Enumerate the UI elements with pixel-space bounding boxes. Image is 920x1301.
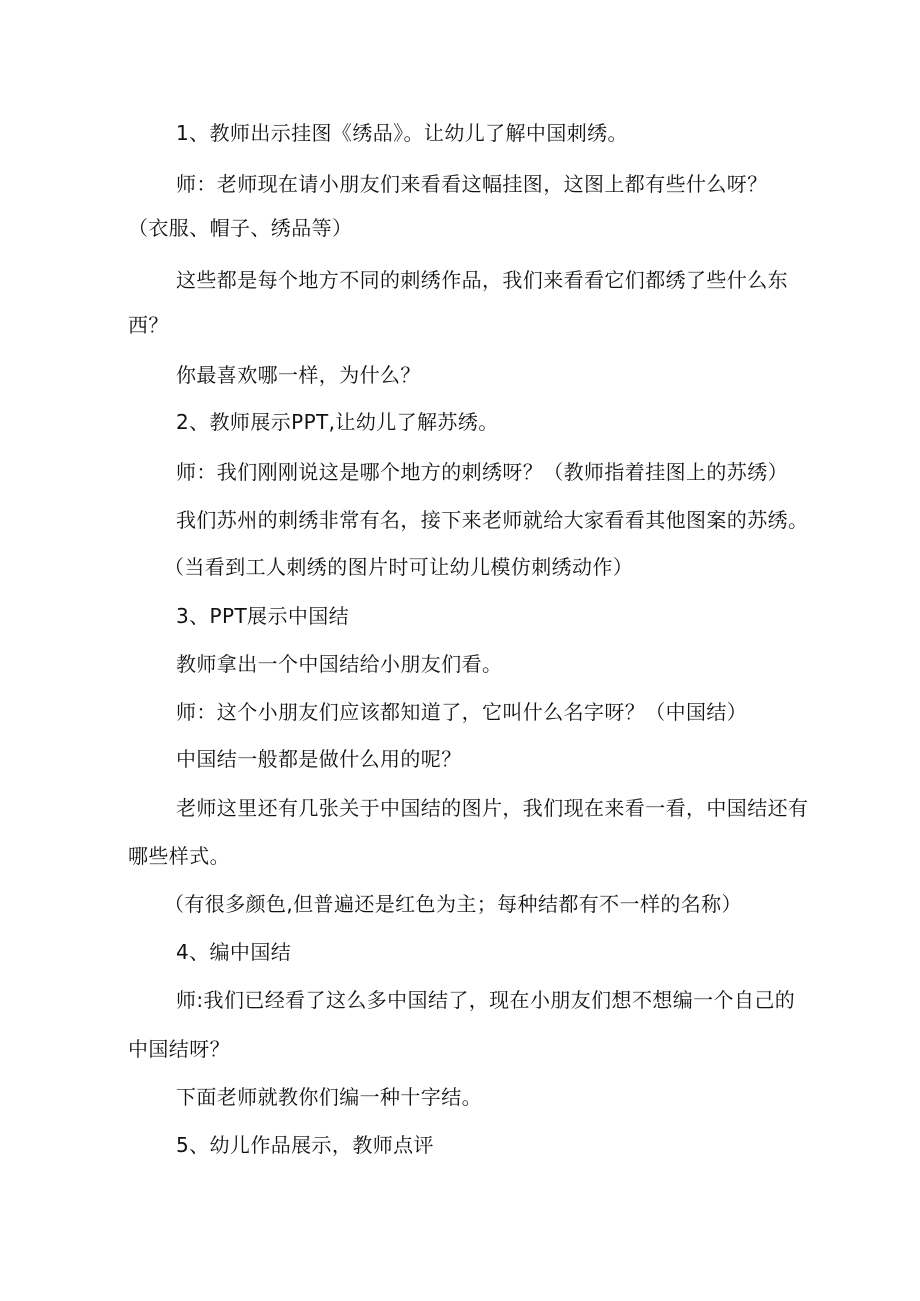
paragraph-teacher-question-2: 师：我们刚刚说这是哪个地方的刺绣呀？（教师指着挂图上的苏绣）: [176, 460, 788, 484]
paragraph-embroidery-works: 这些都是每个地方不同的刺绣作品，我们来看看它们都绣了些什么东: [176, 268, 788, 292]
paragraph-teacher-question-1: 师：老师现在请小朋友们来看看这幅挂图，这图上都有些什么呀？: [176, 172, 768, 196]
paragraph-step-2: 2、教师展示PPT,让幼儿了解苏绣。: [176, 410, 499, 434]
paragraph-step-3: 3、PPT展示中国结: [176, 604, 350, 628]
paragraph-imitate-note: （当看到工人刺绣的图片时可让幼儿模仿刺绣动作）: [164, 555, 634, 579]
paragraph-teacher-question-4: 师:我们已经看了这么多中国结了，现在小朋友们想不想编一个自己的: [176, 988, 796, 1012]
paragraph-cross-knot: 下面老师就教你们编一种十字结。: [176, 1085, 482, 1109]
paragraph-knot-colors-note: （有很多颜色,但普遍还是红色为主；每种结都有不一样的名称）: [164, 892, 742, 916]
paragraph-knot-use: 中国结一般都是做什么用的呢？: [176, 747, 462, 771]
paragraph-answer-1: （衣服、帽子、绣品等）: [128, 216, 353, 240]
paragraph-teacher-question-3: 师：这个小朋友们应该都知道了，它叫什么名字呀？（中国结）: [176, 700, 748, 724]
paragraph-suzhou-embroidery: 我们苏州的刺绣非常有名，接下来老师就给大家看看其他图案的苏绣。: [176, 508, 809, 532]
paragraph-knot-pictures: 老师这里还有几张关于中国结的图片，我们现在来看一看，中国结还有: [176, 796, 809, 820]
paragraph-embroidery-works-cont: 西？: [128, 313, 169, 337]
paragraph-step-5: 5、幼儿作品展示，教师点评: [176, 1133, 434, 1157]
paragraph-step-4: 4、编中国结: [176, 940, 292, 964]
paragraph-knot-pictures-cont: 哪些样式。: [128, 844, 230, 868]
paragraph-show-knot: 教师拿出一个中国结给小朋友们看。: [176, 652, 503, 676]
paragraph-step-1: 1、教师出示挂图《绣品》。让幼儿了解中国刺绣。: [176, 121, 628, 145]
paragraph-favorite-question: 你最喜欢哪一样，为什么？: [176, 363, 421, 387]
paragraph-teacher-question-4-cont: 中国结呀？: [128, 1037, 230, 1061]
